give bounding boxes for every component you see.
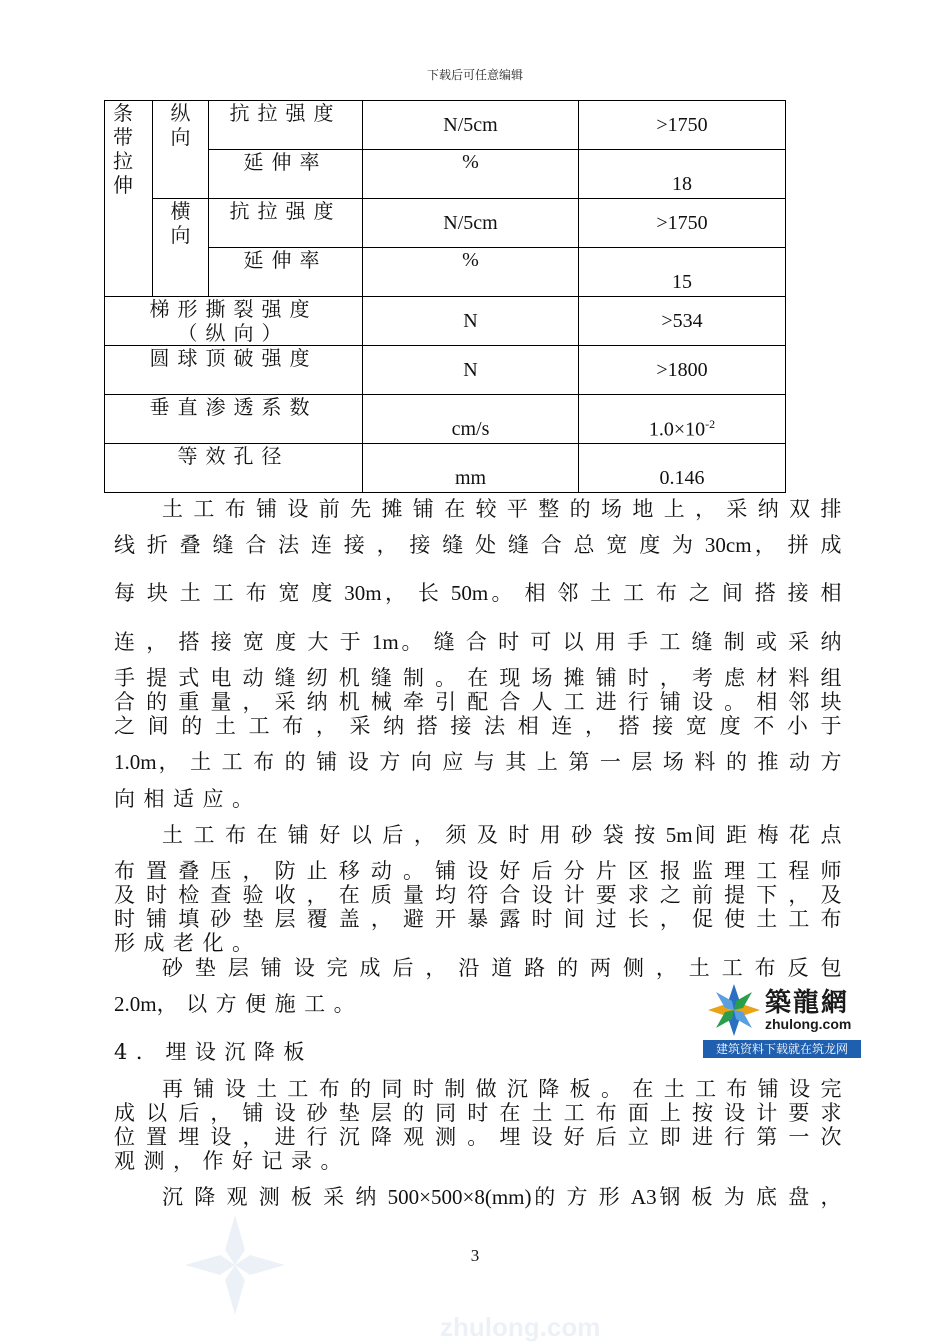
unit-text: %: [462, 249, 479, 271]
property-cell: 圆球顶破强度: [105, 346, 363, 395]
spec-table: [104, 100, 786, 493]
logo-top: [703, 980, 861, 1040]
table-row: [105, 199, 786, 248]
watermark-icon: [180, 1210, 290, 1320]
paragraph-line: 形成老化。: [114, 931, 262, 955]
paragraph-line: 观测，作好记录。: [114, 1149, 350, 1173]
table-row: [105, 444, 786, 493]
logo-tagline: 建筑资料下载就在筑龙网: [703, 1040, 861, 1058]
paragraph-line: 2.0m，以方便施工。: [114, 992, 364, 1016]
property-label: 梯形撕裂强度: [149, 297, 318, 321]
paragraph-line: 及时检查验收，在质量均符合设计要求之前提下，及: [114, 883, 850, 907]
property-cell: 垂直渗透系数: [105, 395, 363, 444]
property-cell: [105, 297, 363, 346]
paragraph-line: 土工布铺设前先摊铺在较平整的场地上，采纳双排: [162, 497, 850, 521]
paragraph-line: 线折叠缝合法连接，接缝处缝合总宽度为30cm，拼成: [114, 533, 851, 557]
unit-text: mm: [454, 466, 487, 489]
unit-cell: N/5cm: [363, 101, 579, 150]
paragraph-line: 再铺设土工布的同时制做沉降板。在土工布铺设完: [162, 1077, 850, 1101]
property-sublabel: （纵向）: [177, 321, 290, 345]
paragraph-line: 手提式电动缝纫机缝制。在现场摊铺时，考虑材料组: [114, 666, 850, 690]
property-cell: 延伸率: [209, 248, 363, 297]
paragraph-line: 合的重量，采纳机械牵引配合人工进行铺设。相邻块: [114, 690, 850, 714]
paragraph-line: 布置叠压，防止移动。铺设好后分片区报监理工程师: [114, 859, 850, 883]
logo-chinese: 築龍網: [765, 988, 850, 1018]
unit-cell: [363, 150, 579, 199]
logo-english: zhulong.com: [765, 1016, 852, 1032]
page-header: 下载后可任意编辑: [426, 68, 523, 82]
paragraph-line: 土工布在铺好以后，须及时用砂袋按5m间距梅花点: [162, 823, 851, 847]
value-exponent: -2: [705, 416, 716, 431]
value-cell: [579, 444, 786, 493]
direction-cell: [153, 101, 209, 199]
table-row: [105, 101, 786, 150]
paragraph-line: 每块土工布宽度30m，长50m。相邻土工布之间搭接相: [114, 581, 851, 605]
value-cell: >1750: [579, 101, 786, 150]
paragraph-line: 连，搭接宽度大于1m。缝合时可以用手工缝制或采纳: [114, 630, 850, 654]
table-row: [105, 346, 786, 395]
property-cell: 抗拉强度: [209, 101, 363, 150]
table-row: [105, 297, 786, 346]
unit-cell: [363, 444, 579, 493]
paragraph-line: 之间的土工布，采纳搭接法相连，搭接宽度不小于: [114, 714, 850, 738]
paragraph-line: 1.0m，土工布的铺设方向应与其上第一层场料的推动方: [114, 750, 850, 774]
unit-cell: [363, 248, 579, 297]
value-cell: >1750: [579, 199, 786, 248]
unit-cell: [363, 395, 579, 444]
table-row: [105, 395, 786, 444]
paragraph-line: 向相适应。: [114, 787, 262, 811]
paragraph-line: 成以后，铺设砂垫层的同时在土工布面上按设计要求: [114, 1101, 850, 1125]
property-cell: 延伸率: [209, 150, 363, 199]
value-cell: [579, 395, 786, 444]
value-cell: [579, 150, 786, 199]
value-cell: [579, 248, 786, 297]
paragraph-line: 沉降观测板采纳500×500×8(mm)的方形A3钢板为底盘，: [162, 1185, 850, 1209]
page-number: 3: [470, 1246, 480, 1265]
unit-cell: N: [363, 346, 579, 395]
unit-text: %: [462, 151, 479, 173]
property-cell: 抗拉强度: [209, 199, 363, 248]
direction-cell: [153, 199, 209, 297]
section-heading: 4．埋设沉降板: [114, 1040, 313, 1064]
unit-cell: N: [363, 297, 579, 346]
paragraph-line: 位置埋设，进行沉降观测。埋设好后立即进行第一次: [114, 1125, 850, 1149]
transverse-label: 横向: [170, 199, 191, 247]
zhulong-logo: [703, 980, 861, 1060]
value-text: 1.0×10: [648, 418, 706, 441]
unit-cell: N/5cm: [363, 199, 579, 248]
value-text: 18: [672, 172, 692, 195]
category-label: 条带拉伸: [113, 101, 133, 197]
snowflake-icon: [705, 981, 763, 1039]
property-cell: 等效孔径: [105, 444, 363, 493]
value-text: 15: [672, 270, 692, 293]
paragraph-line: 时铺填砂垫层覆盖，避开暴露时间过长，促使土工布: [114, 907, 850, 931]
paragraph-line: 砂垫层铺设完成后，沿道路的两侧，土工布反包: [162, 956, 850, 980]
value-cell: >534: [579, 297, 786, 346]
unit-text: cm/s: [451, 417, 490, 440]
value-text: 0.146: [659, 466, 705, 489]
longitudinal-label: 纵向: [170, 101, 191, 149]
value-cell: >1800: [579, 346, 786, 395]
watermark-text: zhulong.com: [440, 1312, 601, 1342]
category-cell: [105, 101, 153, 297]
